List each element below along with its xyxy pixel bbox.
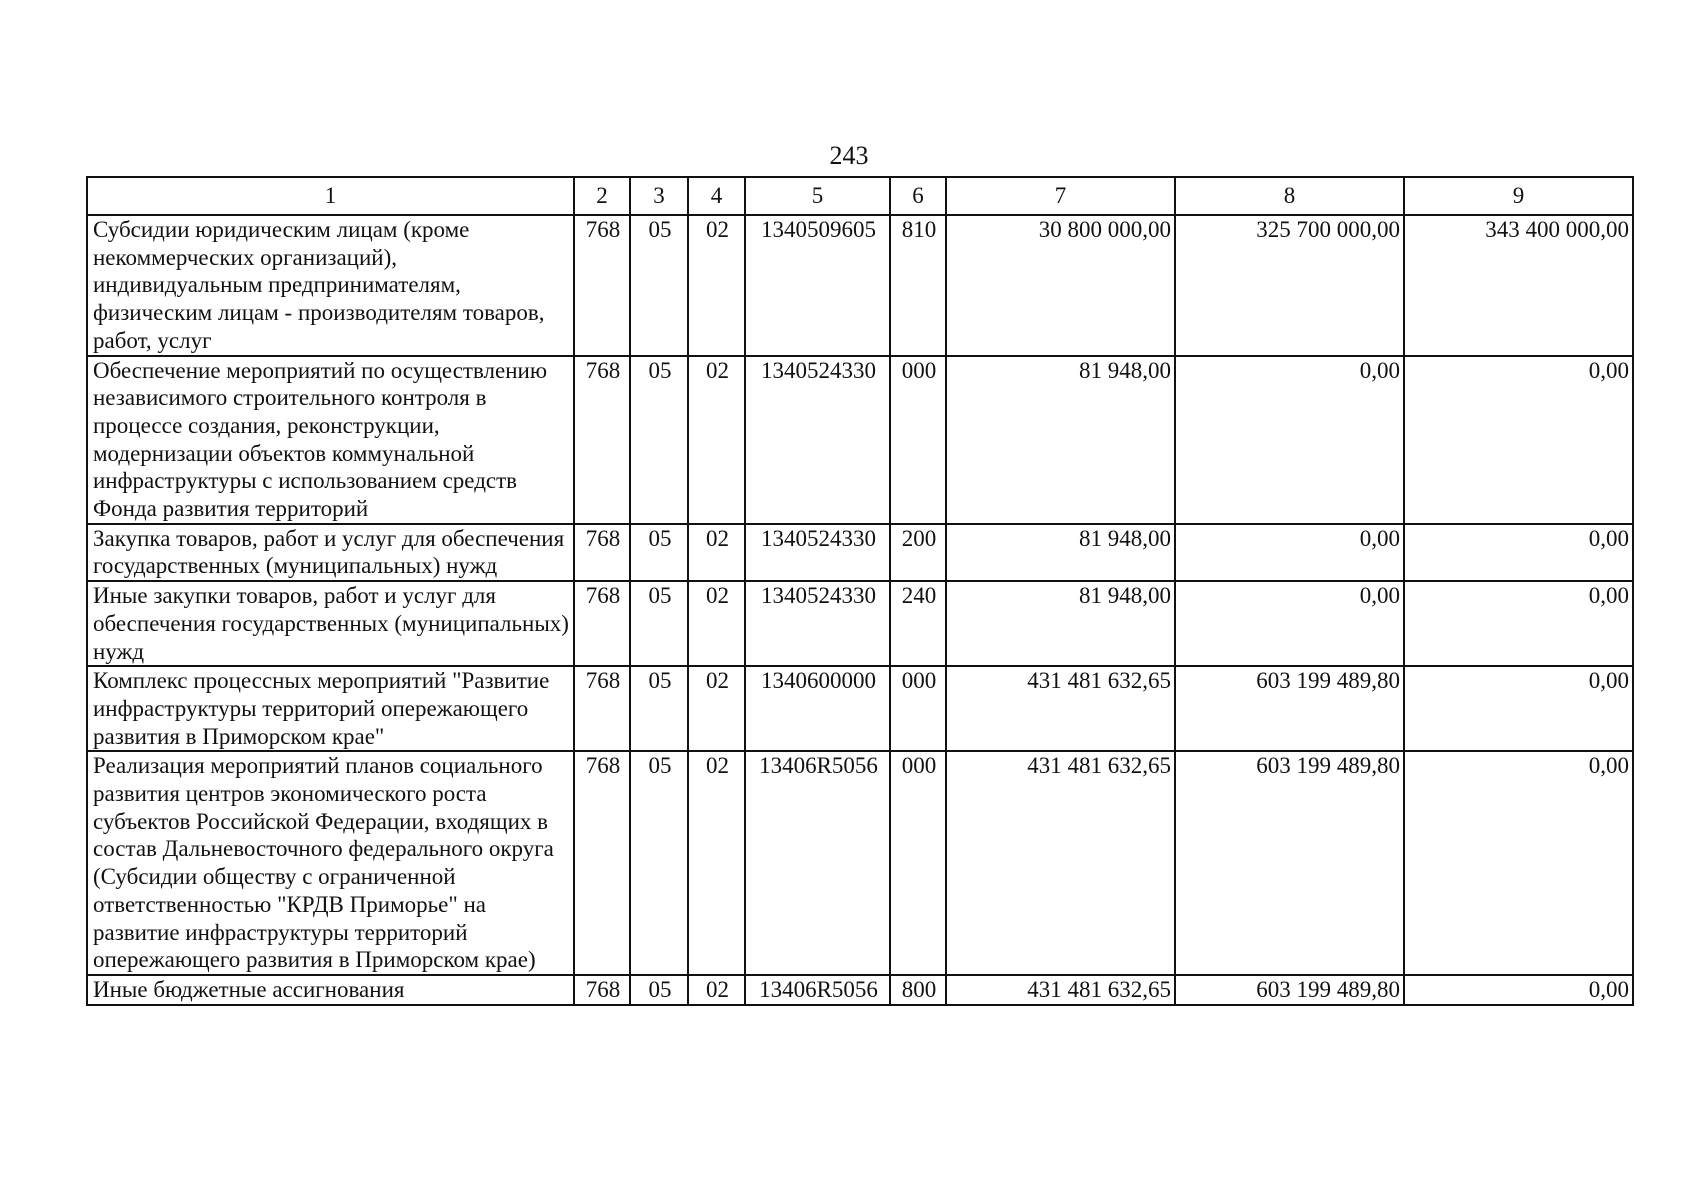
subsection-code: 02 [688,751,745,975]
expense-type-code: 000 [890,751,946,975]
expense-name: Закупка товаров, работ и услуг для обеспечения государственных (муниципальных) нужд [87,524,574,581]
column-header: 3 [630,177,688,215]
amount-col7: 431 481 632,65 [946,975,1175,1005]
amount-col8: 0,00 [1175,524,1404,581]
expense-type-code: 000 [890,666,946,751]
page-number: 243 [829,141,869,170]
column-header: 7 [946,177,1175,215]
amount-col8: 325 700 000,00 [1175,215,1404,356]
target-article-code: 1340600000 [745,666,890,751]
expense-type-code: 200 [890,524,946,581]
table-row [87,215,1633,356]
subsection-code: 02 [688,975,745,1005]
section-code: 05 [630,751,688,975]
amount-col8: 0,00 [1175,356,1404,524]
table-row [87,356,1633,524]
expense-type-code: 000 [890,356,946,524]
section-code: 05 [630,581,688,666]
column-header: 9 [1404,177,1633,215]
amount-col8: 603 199 489,80 [1175,751,1404,975]
column-header: 4 [688,177,745,215]
amount-col9: 0,00 [1404,751,1633,975]
table-row [87,975,1633,1005]
amount-col7: 431 481 632,65 [946,666,1175,751]
subsection-code: 02 [688,356,745,524]
expense-type-code: 810 [890,215,946,356]
ministry-code: 768 [574,975,630,1005]
amount-col9: 0,00 [1404,975,1633,1005]
table-row [87,751,1633,975]
ministry-code: 768 [574,356,630,524]
target-article-code: 1340524330 [745,581,890,666]
target-article-code: 13406R5056 [745,751,890,975]
ministry-code: 768 [574,666,630,751]
amount-col9: 0,00 [1404,524,1633,581]
expense-name: Субсидии юридическим лицам (кроме некоммерческих организаций), индивидуальным предпринимателям, физическим лицам - производителям товаров, работ, услуг [87,215,574,356]
amount-col7: 81 948,00 [946,356,1175,524]
column-header: 6 [890,177,946,215]
section-code: 05 [630,975,688,1005]
expense-name: Иные закупки товаров, работ и услуг для обеспечения государственных (муниципальных) нужд [87,581,574,666]
amount-col9: 0,00 [1404,666,1633,751]
table-row [87,524,1633,581]
budget-table [86,176,1634,1006]
subsection-code: 02 [688,581,745,666]
column-header: 1 [87,177,574,215]
amount-col9: 0,00 [1404,581,1633,666]
section-code: 05 [630,524,688,581]
subsection-code: 02 [688,215,745,356]
amount-col8: 603 199 489,80 [1175,975,1404,1005]
section-code: 05 [630,215,688,356]
expense-type-code: 800 [890,975,946,1005]
subsection-code: 02 [688,524,745,581]
amount-col7: 431 481 632,65 [946,751,1175,975]
expense-name: Иные бюджетные ассигнования [87,975,574,1005]
column-header: 2 [574,177,630,215]
column-header: 8 [1175,177,1404,215]
section-code: 05 [630,666,688,751]
target-article-code: 13406R5056 [745,975,890,1005]
amount-col7: 81 948,00 [946,524,1175,581]
ministry-code: 768 [574,215,630,356]
table-row [87,581,1633,666]
ministry-code: 768 [574,524,630,581]
amount-col8: 0,00 [1175,581,1404,666]
table-row [87,666,1633,751]
expense-name: Комплекс процессных мероприятий "Развитие инфраструктуры территорий опережающего развития в Приморском крае" [87,666,574,751]
target-article-code: 1340524330 [745,356,890,524]
ministry-code: 768 [574,581,630,666]
amount-col7: 81 948,00 [946,581,1175,666]
expense-type-code: 240 [890,581,946,666]
section-code: 05 [630,356,688,524]
amount-col7: 30 800 000,00 [946,215,1175,356]
amount-col8: 603 199 489,80 [1175,666,1404,751]
column-header: 5 [745,177,890,215]
subsection-code: 02 [688,666,745,751]
expense-name: Обеспечение мероприятий по осуществлению независимого строительного контроля в процессе создания, реконструкции, модернизации объектов коммунальной инфраструктуры с использованием средств Фонда развития территорий [87,356,574,524]
expense-name: Реализация мероприятий планов социального развития центров экономического роста субъектов Российской Федерации, входящих в состав Дальневосточного федерального округа (Субсидии обществу с ограниченной ответственностью "КРДВ Приморье" на развитие инфраструктуры территорий опережающего развития в Приморском крае) [87,751,574,975]
target-article-code: 1340524330 [745,524,890,581]
amount-col9: 0,00 [1404,356,1633,524]
column-number-header-row [87,177,1633,215]
target-article-code: 1340509605 [745,215,890,356]
amount-col9: 343 400 000,00 [1404,215,1633,356]
ministry-code: 768 [574,751,630,975]
